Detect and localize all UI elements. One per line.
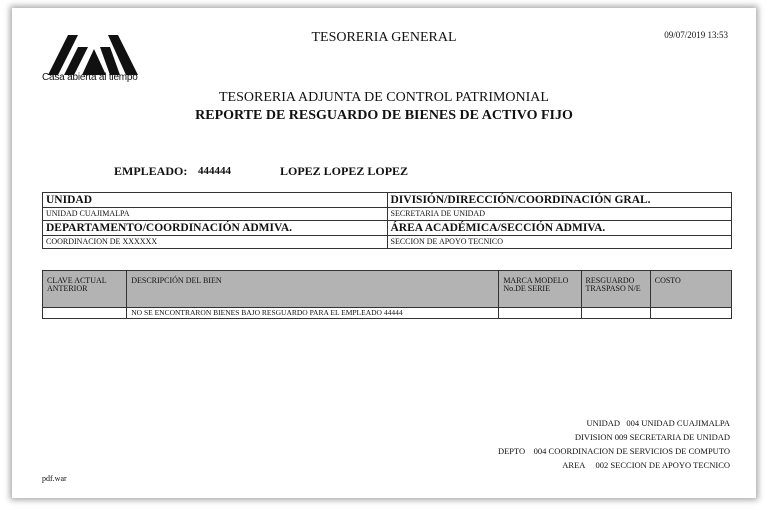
assets-table-header	[43, 271, 732, 308]
logo-tagline: Casa abierta al tiempo	[42, 72, 138, 83]
col-clave: CLAVE ACTUAL ANTERIOR	[43, 271, 127, 308]
empty-message: NO SE ENCONTRARON BIENES BAJO RESGUARDO PARA EL EMPLEADO 44444	[127, 308, 499, 319]
footer-unidad: UNIDAD 004 UNIDAD CUAJIMALPA	[586, 418, 730, 428]
depto-label: DEPARTAMENTO/COORDINACIÓN ADMIVA.	[43, 221, 388, 236]
assignment-info-table	[42, 192, 732, 249]
report-title: REPORTE DE RESGUARDO DE BIENES DE ACTIVO FIJO	[195, 108, 573, 123]
footer-filename: pdf.war	[42, 474, 67, 483]
org-name: TESORERIA GENERAL	[311, 30, 457, 45]
table-row	[43, 308, 732, 319]
assets-table	[42, 270, 732, 319]
employee-label: EMPLEADO:	[114, 164, 188, 178]
col-descripcion: DESCRIPCIÓN DEL BIEN	[127, 271, 499, 308]
report-subtitle: TESORERIA ADJUNTA DE CONTROL PATRIMONIAL	[219, 90, 549, 105]
row-marca	[499, 308, 581, 319]
col-resguardo: RESGUARDO TRASPASO N/E	[581, 271, 650, 308]
depto-value: COORDINACION DE XXXXXX	[43, 236, 388, 249]
employee-number: 444444	[198, 165, 231, 177]
row-clave	[43, 308, 127, 319]
unidad-value: UNIDAD CUAJIMALPA	[43, 208, 388, 221]
footer-area: AREA 002 SECCION DE APOYO TECNICO	[562, 460, 730, 470]
area-label: ÁREA ACADÉMICA/SECCIÓN ADMIVA.	[387, 221, 732, 236]
row-resguardo	[581, 308, 650, 319]
report-datetime: 09/07/2019 13:53	[664, 30, 728, 40]
division-value: SECRETARIA DE UNIDAD	[387, 208, 732, 221]
report-page	[12, 8, 756, 498]
division-label: DIVISIÓN/DIRECCIÓN/COORDINACIÓN GRAL.	[387, 193, 732, 208]
area-value: SECCION DE APOYO TECNICO	[387, 236, 732, 249]
col-marca: MARCA MODELO No.DE SERIE	[499, 271, 581, 308]
unidad-label: UNIDAD	[43, 193, 388, 208]
footer-division: DIVISION 009 SECRETARIA DE UNIDAD	[574, 432, 730, 442]
col-costo: COSTO	[650, 271, 731, 308]
employee-name: LOPEZ LOPEZ LOPEZ	[280, 164, 409, 178]
footer-depto: DEPTO 004 COORDINACION DE SERVICIOS DE COMPUTO	[497, 446, 730, 456]
row-costo	[650, 308, 731, 319]
